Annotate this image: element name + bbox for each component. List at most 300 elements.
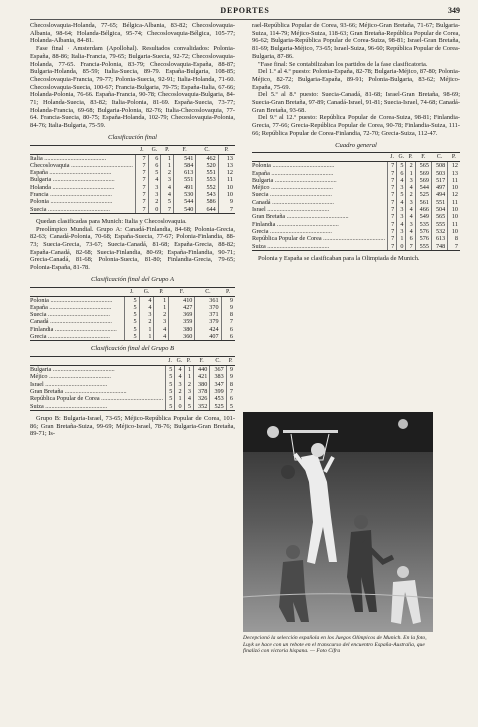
stat-cell: 7 (135, 169, 148, 176)
stat-cell: 4 (154, 326, 169, 333)
stat-cell: 613 (431, 235, 447, 242)
stat-cell: 6 (148, 154, 161, 162)
stat-cell: 503 (431, 170, 447, 177)
stat-cell: 8 (448, 235, 460, 242)
team-name-cell: Suecia ........................................ (252, 191, 332, 199)
stat-cell: 4 (397, 221, 406, 228)
stat-cell: 5 (166, 395, 175, 402)
stat-cell: 6 (221, 326, 235, 333)
team-name-cell: Canadá ........................................ (30, 318, 112, 326)
stat-cell: 12 (218, 169, 235, 176)
stat-cell: 7 (135, 176, 148, 183)
results-paragraph: Fase final · Amsterdam (Apollohal). Resultados convalidados: Polonia-España, 88-86; Italia-Francia, 79-65; Bulgaria-Suecia, 92-72; Checoslovaquia-Holanda, 77-65. Francia-Polonia, 83-79; Checoslovaquia-España, 88-87; Bulgaria-Holanda, 85-59; Italia-Suecia, 89-79. España-Bulgaria, 108-85; Checoslovaquia-Francia, 79-77; Polonia-Suecia, 92-91; Italia-Holanda, 71-60. Checoslovaquia-Suecia, 100-67; Francia-Bulgaria, 79-75; España-Italia, 67-66; Holanda-Polonia, 76-66. España-Francia, 90-78; Checoslovaquia-Bulgaria, 84-71; Holanda-Suecia, 83-82; Italia-Polonia, 81-69. España-Suecia, 73-77; Holanda-Francia, 69-68; Bulgaria-Polonia, 82-76; Italia-Checoslovaquia, 77-64. Francia-Suecia, 80-75; España-Holanda, 102-79; Checoslovaquia-Polonia, 84-76; Italia-Bulgaria, 75-59. (30, 45, 235, 130)
stat-cell: 4 (148, 176, 161, 183)
stat-cell: 4 (406, 213, 415, 220)
stat-cell: 0 (175, 403, 184, 411)
table-row (30, 162, 235, 169)
stat-cell: 569 (415, 170, 431, 177)
stat-cell: 3 (148, 191, 161, 198)
stat-cell: 3 (139, 311, 154, 318)
team-name-cell: Gran Bretaña ........................................ (252, 213, 349, 221)
stat-cell: 7 (388, 199, 397, 206)
stat-cell: 5 (148, 169, 161, 176)
stat-cell: 10 (218, 191, 235, 198)
column-header: G. (139, 287, 154, 296)
stat-cell: 551 (431, 199, 447, 206)
team-name-cell: Bulgaria ........................................ (30, 176, 115, 184)
column-header: J. (135, 145, 148, 154)
stat-cell: 7 (388, 162, 397, 170)
column-header (252, 153, 388, 162)
team-name-cell: Bulgaria ........................................ (252, 176, 337, 184)
stat-cell: 7 (406, 243, 415, 251)
stat-cell: 504 (431, 206, 447, 213)
stat-cell: 1 (175, 395, 184, 402)
column-header: P. (221, 287, 235, 296)
team-name-cell: Canadá ........................................ (252, 198, 334, 206)
stat-cell: 7 (388, 228, 397, 235)
column-header: P. (154, 287, 169, 296)
stat-cell: 7 (388, 243, 397, 251)
stat-cell: 4 (161, 184, 174, 191)
table-caption: Cuadro general (335, 141, 377, 149)
stat-cell: 7 (388, 235, 397, 242)
stat-cell: 7 (135, 191, 148, 198)
stat-cell: 1 (154, 304, 169, 311)
stat-cell: 1 (184, 366, 193, 374)
table-row (30, 198, 235, 205)
stat-cell: 551 (196, 169, 218, 176)
basketball-photo (243, 412, 433, 632)
team-name-cell: Holanda ........................................ (30, 183, 115, 191)
stat-cell: 4 (406, 228, 415, 235)
stat-cell: 2 (406, 162, 415, 170)
stat-cell: 3 (406, 221, 415, 228)
stat-cell: 7 (388, 221, 397, 228)
stat-cell: 9 (226, 373, 235, 380)
stat-cell: 1 (161, 162, 174, 169)
stat-cell: 565 (431, 213, 447, 220)
photo-caption: Decepcionó la selección española en los Juegos Olímpicos de Munich. En la foto, Luyk se hace con un rebote en el transcurso del encuentro España-Australia, que finalizó con victoria hispana. — Foto Cifra (243, 635, 427, 655)
results-paragraph: Checoslovaquia-Holanda, 77-65; Bélgica-Albania, 83-82; Checoslovaquia-Albania, 98-64; Holanda-Bélgica, 95-74; Checoslovaquia-Bélgica, 105-77; Holanda-Albania, 84-81. (30, 22, 235, 45)
stat-cell: 2 (175, 388, 184, 395)
stat-cell: 13 (218, 154, 235, 162)
stat-cell: 4 (154, 333, 169, 341)
stat-cell: 532 (431, 228, 447, 235)
table-row (30, 304, 235, 311)
stat-cell: 6 (221, 333, 235, 341)
stat-cell: 5 (166, 388, 175, 395)
stat-cell: 613 (173, 169, 195, 176)
stat-cell: 4 (406, 206, 415, 213)
page-header (30, 5, 460, 20)
stat-cell: 5 (166, 373, 175, 380)
team-name-cell: Suecia ........................................ (30, 311, 110, 319)
stat-cell: 11 (448, 199, 460, 206)
stat-cell: 6 (406, 235, 415, 242)
stat-cell: 440 (193, 366, 209, 374)
column-header: P. (226, 357, 235, 366)
stat-cell: 380 (193, 381, 209, 388)
stat-cell: 11 (448, 221, 460, 228)
stat-cell: 3 (148, 184, 161, 191)
stat-cell: 491 (173, 184, 195, 191)
stat-cell: 7 (388, 177, 397, 184)
stat-cell: 2 (148, 198, 161, 205)
stat-cell: 5 (397, 162, 406, 170)
stat-cell: 535 (415, 221, 431, 228)
stat-cell: 553 (196, 176, 218, 183)
column-header: F. (415, 153, 431, 162)
team-name-cell: Israel ........................................ (30, 380, 108, 388)
stat-cell: 517 (431, 177, 447, 184)
stat-cell: 2 (154, 311, 169, 318)
stat-cell: 4 (406, 184, 415, 191)
table-row (252, 199, 460, 206)
table-row (30, 366, 235, 374)
stat-cell: 3 (184, 388, 193, 395)
table-caption: Clasificación final del Grupo A (90, 275, 175, 283)
stat-cell: 0 (397, 243, 406, 251)
column-header: F. (169, 287, 195, 296)
stat-cell: 421 (193, 373, 209, 380)
stat-cell: 569 (415, 177, 431, 184)
team-name-cell: Méjico ........................................ (252, 184, 333, 192)
stat-cell: 5 (397, 191, 406, 198)
results-paragraph: Preolímpico Mundial. Grupo A: Canadá-Finlandia, 84-68; Polonia-Grecia, 82-63; Canadá-Polonia, 70-68; España-Suecia, 77-67; Polonia-Finlandia, 88-73; Suecia-Grecia, 73-67; Suecia-Canadá, 81-68; España-Grecia, 88-82; España-Canadá, 82-68; Suecia-Finlandia, 80-69; España-Finlandia, 90-71; Grecia-Canadá, 81-68; Polonia-Suecia, 81-80; Finlandia-Grecia, 79-65; Polonia-España, 81-78. (30, 225, 235, 272)
stat-cell: 4 (139, 296, 154, 304)
team-name-cell: Italia ........................................ (30, 154, 107, 162)
stat-cell: 3 (397, 206, 406, 213)
table-row (30, 318, 235, 325)
stat-cell: 7 (388, 170, 397, 177)
table-row (30, 206, 235, 214)
stat-cell: 552 (196, 184, 218, 191)
stat-cell: 4 (175, 373, 184, 380)
stat-cell: 497 (431, 184, 447, 191)
column-header: G. (398, 154, 405, 161)
table-row (252, 184, 460, 191)
team-name-cell: Grecia ........................................ (30, 333, 124, 341)
table-row (252, 206, 460, 213)
team-name-cell: Francia ........................................ (30, 191, 112, 199)
column-header (30, 287, 124, 296)
stat-cell: 326 (193, 395, 209, 402)
table-row (252, 162, 460, 170)
stat-cell: 555 (431, 221, 447, 228)
stat-cell: 6 (148, 162, 161, 169)
stat-cell: 4 (139, 304, 154, 311)
stat-cell: 525 (210, 403, 226, 411)
stat-cell: 7 (226, 388, 235, 395)
standings-table (252, 152, 460, 251)
table-row (30, 333, 235, 341)
stat-cell: 1 (184, 373, 193, 380)
column-header (30, 357, 166, 366)
column-header (30, 145, 135, 154)
stat-cell: 12 (448, 162, 460, 170)
stat-cell: 0 (148, 206, 161, 214)
stat-cell: 13 (218, 162, 235, 169)
results-paragraph: Quedan clasificadas para Munich: Italia y Checoslovaquia. (36, 217, 187, 225)
stat-cell: 4 (184, 395, 193, 402)
column-header: J. (388, 153, 397, 162)
stat-cell: 5 (124, 318, 139, 325)
column-header: F. (173, 145, 195, 154)
table-row (30, 169, 235, 176)
team-name-cell: Polonia ........................................ (30, 198, 113, 206)
table-row (30, 176, 235, 183)
stat-cell: 399 (210, 388, 226, 395)
table-row (30, 395, 235, 402)
column-header: G. (148, 145, 161, 154)
stat-cell: 530 (173, 191, 195, 198)
stat-cell: 369 (169, 311, 195, 318)
team-name-cell: Suiza ........................................ (30, 403, 166, 411)
results-paragraph: "Fase final: Se contabilizaban los partidos de la fase clasificatoria. (258, 60, 428, 68)
team-name-cell: Suecia ........................................ (30, 206, 135, 214)
table-caption: Clasificación final del Grupo B (90, 345, 175, 353)
stat-cell: 1 (406, 170, 415, 177)
stat-cell: 347 (210, 381, 226, 388)
stat-cell: 565 (415, 162, 431, 170)
stat-cell: 7 (218, 206, 235, 214)
standings-table (30, 145, 235, 214)
team-name-cell: Polonia ........................................ (252, 162, 335, 170)
stat-cell: 7 (135, 198, 148, 205)
stat-cell: 2 (406, 191, 415, 198)
stat-cell: 7 (135, 184, 148, 191)
stat-cell: 5 (166, 403, 175, 411)
stat-cell: 3 (406, 177, 415, 184)
team-name-cell: Finlandia ........................................ (30, 325, 117, 333)
stat-cell: 494 (431, 191, 447, 198)
team-name-cell: Bulgaria ........................................ (30, 366, 115, 374)
stat-cell: 3 (154, 318, 169, 325)
results-paragraph: Del 5.º al 8.º puesto: Suecia-Canadá, 81-68; Israel-Gran Bretaña, 98-69; Suecia-Gran Bretaña, 97-89; Canadá-Israel, 91-81; Suecia-Israel, 74-68; Canadá-Gran Bretaña, 93-68. (252, 91, 460, 114)
stat-cell: 466 (415, 206, 431, 213)
stat-cell: 453 (210, 395, 226, 402)
stat-cell: 9 (218, 198, 235, 205)
stat-cell: 367 (210, 366, 226, 374)
stat-cell: 7 (161, 206, 174, 214)
table-row (30, 191, 235, 198)
column-header: C. (431, 153, 447, 162)
stat-cell: 352 (193, 403, 209, 411)
column-header: J. (166, 357, 175, 366)
standings-table (30, 356, 235, 411)
stat-cell: 3 (175, 381, 184, 388)
table-row (30, 388, 235, 395)
stat-cell: 10 (448, 184, 460, 191)
table-row (252, 235, 460, 242)
team-name-cell: República Popular de Corea ........................................ (252, 235, 386, 243)
stat-cell: 427 (169, 304, 195, 311)
column-header: C. (196, 145, 218, 154)
stat-cell: 4 (397, 199, 406, 206)
team-name-cell: Gran Bretaña ........................................ (30, 387, 127, 395)
stat-cell: 3 (161, 176, 174, 183)
stat-cell: 541 (173, 154, 195, 162)
left-column (30, 22, 235, 438)
stat-cell: 12 (448, 191, 460, 198)
stat-cell: 3 (397, 184, 406, 191)
stat-cell: 561 (415, 199, 431, 206)
stat-cell: 11 (218, 176, 235, 183)
column-header: P. (218, 145, 235, 154)
stat-cell: 380 (169, 326, 195, 333)
page-number: 349 (448, 6, 460, 15)
section-title: DEPORTES (220, 6, 270, 15)
stat-cell: 4 (397, 177, 406, 184)
stat-cell: 360 (169, 333, 195, 341)
stat-cell: 7 (135, 206, 148, 214)
column-header: G. (176, 358, 183, 365)
stat-cell: 576 (415, 235, 431, 242)
table-row (252, 191, 460, 198)
team-name-cell: Polonia ........................................ (30, 296, 113, 304)
table-row (252, 221, 460, 228)
stat-cell: 5 (124, 304, 139, 311)
team-name-cell: España ........................................ (30, 303, 112, 311)
stat-cell: 576 (415, 228, 431, 235)
table-row (30, 373, 235, 380)
stat-cell: 7 (135, 162, 148, 169)
table-row (30, 403, 235, 411)
stat-cell: 525 (415, 191, 431, 198)
stat-cell: 410 (169, 296, 195, 304)
stat-cell: 10 (448, 213, 460, 220)
stat-cell: 1 (161, 154, 174, 162)
stat-cell: 5 (226, 403, 235, 411)
stat-cell: 7 (448, 243, 460, 251)
stat-cell: 544 (173, 198, 195, 205)
stat-cell: 4 (161, 191, 174, 198)
stat-cell: 508 (431, 162, 447, 170)
stat-cell: 3 (397, 213, 406, 220)
stat-cell: 5 (124, 296, 139, 304)
table-row (252, 170, 460, 177)
results-paragraph: Del 9.º al 12.º puesto: República Popular de Corea-Suiza, 98-81; Finlandia-Grecia, 77-66; Grecia-República Popular de Corea, 90-78; Finlandia-Suiza, 111-66; República Popular de Corea-Finlandia, 72-70; Grecia-Suiza, 112-47. (252, 114, 460, 137)
column-header: P. (184, 357, 193, 366)
stat-cell: 7 (388, 184, 397, 191)
stat-cell: 383 (210, 373, 226, 380)
table-row (30, 296, 235, 304)
stat-cell: 5 (184, 403, 193, 411)
column-header: F. (193, 357, 209, 366)
stat-cell: 2 (161, 169, 174, 176)
stat-cell: 2 (139, 318, 154, 325)
stat-cell: 644 (196, 206, 218, 214)
stat-cell: 5 (161, 198, 174, 205)
table-row (30, 326, 235, 333)
team-name-cell: Méjico ........................................ (30, 373, 111, 381)
stat-cell: 6 (397, 170, 406, 177)
stat-cell: 370 (195, 304, 221, 311)
team-name-cell: España ........................................ (30, 169, 112, 177)
column-header: P. (161, 145, 174, 154)
team-name-cell: Suiza ........................................ (252, 243, 388, 251)
stat-cell: 8 (221, 311, 235, 318)
stat-cell: 5 (166, 381, 175, 388)
stat-cell: 5 (124, 333, 139, 341)
stat-cell: 378 (193, 388, 209, 395)
team-name-cell: Grecia ........................................ (252, 227, 332, 235)
stat-cell: 5 (124, 326, 139, 333)
stat-cell: 462 (196, 154, 218, 162)
stat-cell: 13 (448, 170, 460, 177)
stat-cell: 1 (154, 296, 169, 304)
table-caption: Clasificación final (108, 133, 157, 141)
stat-cell: 9 (221, 304, 235, 311)
stat-cell: 540 (173, 206, 195, 214)
stat-cell: 10 (448, 228, 460, 235)
column-header: P. (448, 153, 460, 162)
table-row (252, 243, 460, 251)
stat-cell: 3 (397, 228, 406, 235)
stat-cell: 379 (195, 318, 221, 325)
stat-cell: 9 (221, 296, 235, 304)
team-name-cell: España ........................................ (252, 169, 334, 177)
stat-cell: 11 (448, 177, 460, 184)
stat-cell: 7 (388, 213, 397, 220)
team-name-cell: República Popular de Corea ........................................ (30, 395, 164, 403)
stat-cell: 5 (166, 366, 175, 374)
right-column (252, 22, 460, 263)
column-header: C. (210, 357, 226, 366)
results-paragraph: rael-República Popular de Corea, 93-66; Méjico-Gran Bretaña, 71-67; Bulgaria-Suiza, 114-79; Méjico-Suiza, 118-63; Gran Bretaña-República Popular de Corea, 96-62; Bulgaria-República Popular de Corea-Suiza, 98-81; Israel-Gran Bretaña, 81-69; Bulgaria-Méjico, 73-65; Israel-Suiza, 96-60; República Popular de Corea-Bulgaria, 87-86. (252, 22, 460, 60)
stat-cell: 544 (415, 184, 431, 191)
stat-cell: 7 (221, 318, 235, 325)
column-header: J. (124, 287, 139, 296)
stat-cell: 1 (139, 326, 154, 333)
stat-cell: 361 (195, 296, 221, 304)
results-paragraph: Del 1.º al 4.º puesto: Polonia-España, 82-78; Bulgaria-Méjico, 87-80; Polonia-Méjico, 82-72; Bulgaria-España, 89-91; Polonia-Bulgaria, 83-62; Méjico-España, 75-69. (252, 68, 460, 91)
stat-cell: 520 (196, 162, 218, 169)
table-row (30, 381, 235, 388)
stat-cell: 7 (135, 154, 148, 162)
stat-cell: 748 (431, 243, 447, 251)
stat-cell: 2 (184, 381, 193, 388)
team-name-cell: Israel ........................................ (252, 206, 330, 214)
stat-cell: 584 (173, 162, 195, 169)
stat-cell: 7 (388, 191, 397, 198)
stat-cell: 543 (196, 191, 218, 198)
standings-table (30, 287, 235, 342)
stat-cell: 7 (388, 206, 397, 213)
stat-cell: 551 (173, 176, 195, 183)
table-row (252, 177, 460, 184)
stat-cell: 4 (175, 366, 184, 374)
stat-cell: 10 (218, 184, 235, 191)
stat-cell: 9 (226, 366, 235, 374)
stat-cell: 3 (406, 199, 415, 206)
stat-cell: 10 (448, 206, 460, 213)
column-header: P. (406, 153, 415, 162)
stat-cell: 424 (195, 326, 221, 333)
stat-cell: 555 (415, 243, 431, 251)
results-paragraph: Polonia y España se clasificaban para la Olimpiada de Munich. (258, 254, 420, 262)
stat-cell: 5 (124, 311, 139, 318)
team-name-cell: Checoslovaquia ........................................ (30, 161, 133, 169)
table-row (30, 154, 235, 162)
stat-cell: 8 (226, 381, 235, 388)
table-row (30, 184, 235, 191)
stat-cell: 549 (415, 213, 431, 220)
table-row (30, 311, 235, 318)
stat-cell: 359 (169, 318, 195, 325)
stat-cell: 407 (195, 333, 221, 341)
